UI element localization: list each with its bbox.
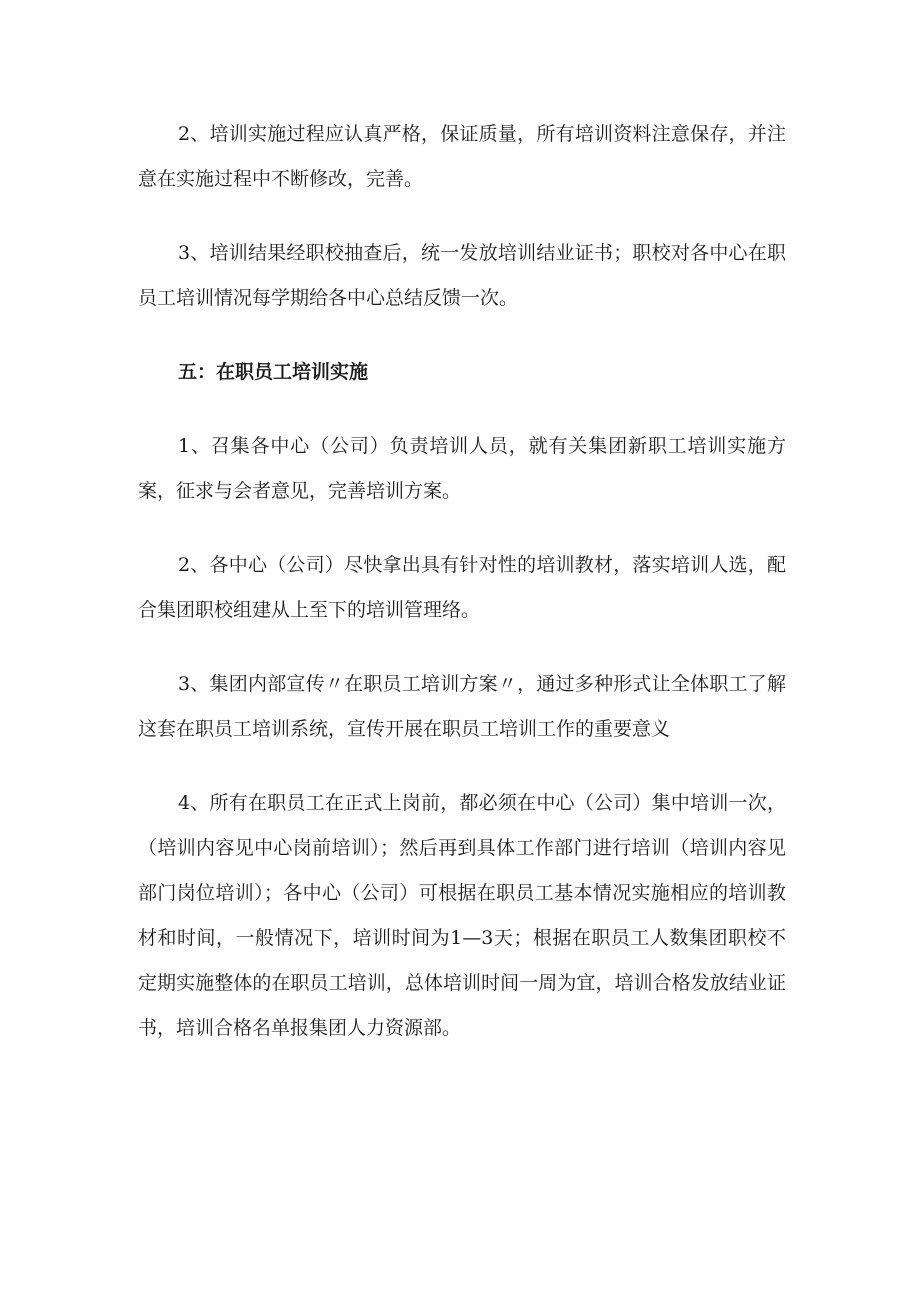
paragraph-internal-publicity: 3、集团内部宣传〃在职员工培训方案〃，通过多种形式让全体职工了解这套在职员工培训系统，宣传开展在职员工培训工作的重要意义 [138,673,786,740]
paragraph-training-results: 3、培训结果经职校抽查后，统一发放培训结业证书；职校对各中心在职员工培训情况每学期给各中心总结反馈一次。 [138,242,786,309]
paragraph-pre-job-training: 4、所有在职员工在正式上岗前，都必须在中心（公司）集中培训一次，（培训内容见中心岗前培训）；然后再到具体工作部门进行培训（培训内容见部门岗位培训）；各中心（公司）可根据在职员工基本情况实施相应的培训教材和时间，一般情况下，培训时间为1—3天；根据在职员工人数集团职校不定期实施整体的在职员工培训，总体培训时间一周为宜，培训合格发放结业证书，培训合格名单报集团人力资源部。 [138,792,786,1039]
paragraph-convene-staff: 1、召集各中心（公司）负责培训人员，就有关集团新职工培训实施方案，征求与会者意见，完善培训方案。 [138,435,786,502]
paragraph-training-materials: 2、各中心（公司）尽快拿出具有针对性的培训教材，落实培训人选，配合集团职校组建从上至下的培训管理络。 [138,554,786,621]
paragraph-training-process: 2、培训实施过程应认真严格，保证质量，所有培训资料注意保存，并注意在实施过程中不断修改，完善。 [138,123,786,190]
section-heading: 五：在职员工培训实施 [178,361,369,383]
document-body [138,112,786,1080]
